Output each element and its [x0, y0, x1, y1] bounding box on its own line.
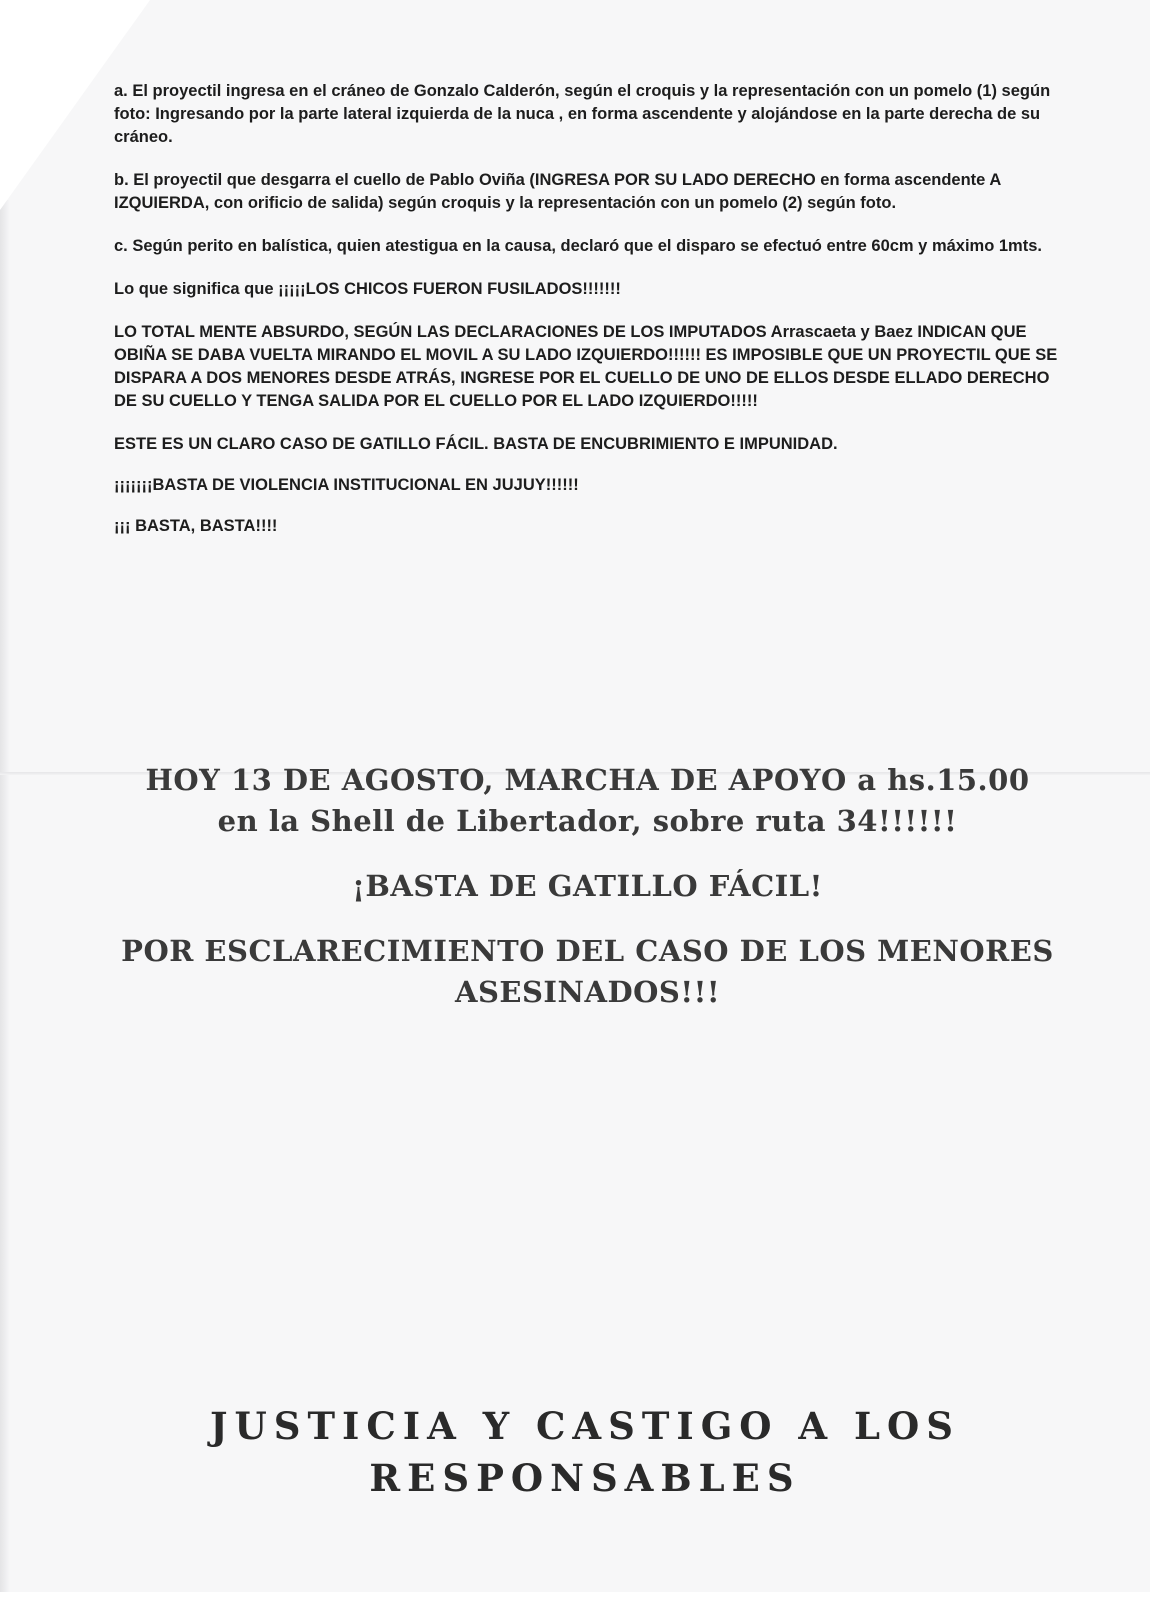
closing-demand [100, 1400, 1070, 1504]
statement-text [114, 80, 1074, 558]
rally-announcement [120, 760, 1055, 1037]
paragraph-c: c. Según perito en balística, quien atestigua en la causa, declaró que el disparo se efectuó entre 60cm y máximo 1mts. [114, 237, 1042, 255]
closing-line-2: RESPONSABLES [369, 1456, 801, 1500]
slogan-esclarecimiento: POR ESCLARECIMIENTO DEL CASO DE LOS MENORES ASESINADOS!!! [121, 934, 1054, 1009]
paragraph-gatillo: ESTE ES UN CLARO CASO DE GATILLO FÁCIL. BASTA DE ENCUBRIMIENTO E IMPUNIDAD. [114, 435, 838, 453]
paragraph-significa: Lo que significa que ¡¡¡¡¡LOS CHICOS FUERON FUSILADOS!!!!!!! [114, 280, 621, 298]
march-notice: HOY 13 DE AGOSTO, MARCHA DE APOYO a hs.15.00 en la Shell de Libertador, sobre ruta 34!!!!!! [145, 763, 1030, 838]
paper-edge-shadow [0, 200, 10, 1592]
paragraph-b: b. El proyectil que desgarra el cuello de Pablo Oviña (INGRESA POR SU LADO DERECHO en forma ascendente A IZQUIERDA, con orificio de salida) según croquis y la representación con un pomelo (2) según foto. [114, 171, 1001, 212]
paragraph-violencia: ¡¡¡¡¡¡¡BASTA DE VIOLENCIA INSTITUCIONAL EN JUJUY!!!!!! [114, 476, 579, 494]
paragraph-absurdo: LO TOTAL MENTE ABSURDO, SEGÚN LAS DECLARACIONES DE LOS IMPUTADOS Arrascaeta y Baez INDICAN QUE OBIÑA SE DABA VUELTA MIRANDO EL MOVIL A SU LADO IZQUIERDO!!!!!! ES IMPOSIBLE QUE UN PROYECTIL QUE SE DISPARA A DOS MENORES DESDE ATRÁS, INGRESE POR EL CUELLO DE UNO DE ELLOS DESDE ELLADO DERECHO DE SU CUELLO Y TENGA SALIDA POR EL CUELLO POR EL LADO IZQUIERDO!!!!! [114, 323, 1058, 410]
paragraph-basta: ¡¡¡ BASTA, BASTA!!!! [114, 517, 278, 535]
closing-line-1: JUSTICIA Y CASTIGO A LOS [210, 1404, 960, 1448]
paragraph-a: a. El proyectil ingresa en el cráneo de Gonzalo Calderón, según el croquis y la representación con un pomelo (1) según foto: Ingresando por la parte lateral izquierda de la nuca , en forma ascendente y alojándose en la parte derecha de su cráneo. [114, 82, 1051, 146]
slogan-gatillo: ¡BASTA DE GATILLO FÁCIL! [352, 869, 823, 903]
